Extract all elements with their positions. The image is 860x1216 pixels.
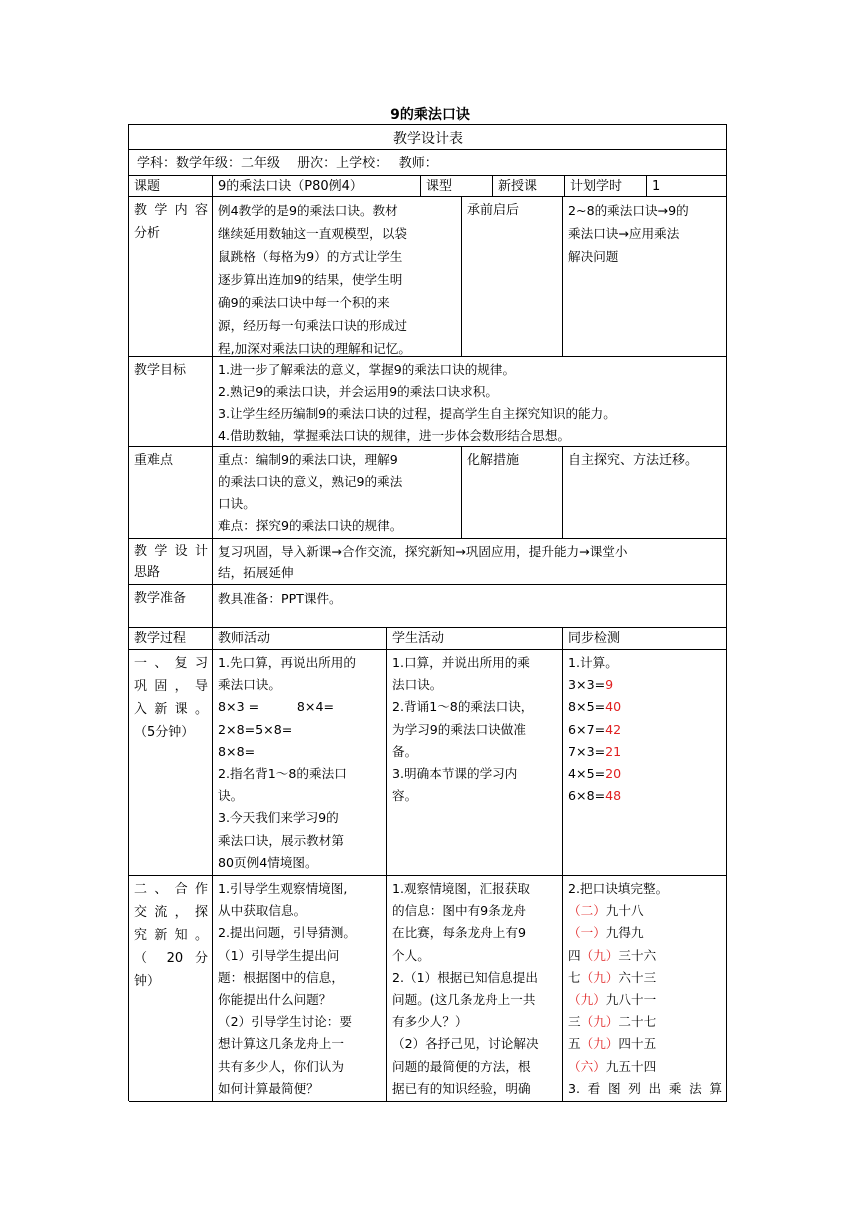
stage1-label-line: （5分钟） <box>134 725 195 740</box>
stage1-teacher-line: 2.指名背1～8的乘法口 <box>218 766 347 782</box>
verse-answer: （九） <box>580 947 619 963</box>
verse-suffix: 九得九 <box>605 925 644 941</box>
check-answer: 20 <box>605 766 622 782</box>
verse-item <box>568 1011 722 1033</box>
verse-answer: （九） <box>580 969 619 985</box>
analysis-line: 例4教学的是9的乘法口诀。教材 <box>218 203 398 218</box>
stage2-label-line: 究新知。 <box>134 928 208 943</box>
verse-answer: （六） <box>568 1058 606 1074</box>
check-question: 6×8= <box>568 788 606 804</box>
verse-suffix: 九八十一 <box>605 992 657 1008</box>
stage2-student-line: 在比赛，每条龙舟上有9 <box>392 925 526 941</box>
process-header-check: 同步检测 <box>563 628 727 650</box>
verse-item <box>568 967 722 989</box>
check-item <box>568 674 722 696</box>
stage2-student-line: 2.（1）根据已知信息提出 <box>392 969 538 985</box>
table-caption: 教学设计表 <box>129 125 727 150</box>
topic-label: 课题 <box>129 176 213 197</box>
key-point-line: 的乘法口诀的意义，熟记9的乘法 <box>218 474 403 489</box>
stage2-teacher-line: 1.引导学生观察情境图, <box>218 881 348 896</box>
objective-item: 1.进一步了解乘法的意义，掌握9的乘法口诀的规律。 <box>218 362 516 377</box>
stage2-teacher-line: （1）引导学生提出问 <box>218 947 340 963</box>
check-answer: 48 <box>605 788 622 804</box>
key-point-line: 口诀。 <box>218 496 256 511</box>
verse-answer: （九） <box>580 1036 619 1052</box>
verse-prefix: 四 <box>568 947 581 963</box>
analysis-content <box>213 197 462 357</box>
lesson-type-label: 课型 <box>421 176 493 197</box>
verse-prefix: 七 <box>568 969 581 985</box>
stage2-teacher-line: 2.提出问题，引导猜测。 <box>218 925 356 941</box>
stage2-teacher-line: 题：根据图中的信息， <box>218 969 344 985</box>
analysis-label <box>129 197 213 357</box>
verse-item <box>568 989 722 1011</box>
stage1-student <box>387 650 563 876</box>
analysis-line: 鼠跳格（每格为9）的方式让学生 <box>218 249 403 264</box>
continuity-line: 乘法口诀→应用乘法 <box>568 226 680 241</box>
objectives-label: 教学目标 <box>129 357 213 447</box>
check-item <box>568 696 722 718</box>
stage2-student-line: 的信息：图中有9条龙舟 <box>392 903 526 919</box>
stage2-teacher-line: 共有多少人，你们认为 <box>218 1058 344 1074</box>
check-answer: 21 <box>605 743 622 759</box>
verse-item <box>568 945 722 967</box>
process-header-stage: 教学过程 <box>129 628 213 650</box>
verse-item <box>568 1033 722 1055</box>
check-question: 3×3= <box>568 677 606 693</box>
objective-item: 4.借助数轴，掌握乘法口诀的规律，进一步体会数形结合思想。 <box>218 428 571 443</box>
stage1-label-line: 一、复习 <box>134 656 208 671</box>
key-point-line: 难点：探究9的乘法口诀的规律。 <box>218 518 403 533</box>
check-question: 8×5= <box>568 699 606 715</box>
stage2-teacher-line: 想计算这几条龙舟上一 <box>218 1036 344 1052</box>
stage2-label-line: （ 20 分 <box>134 951 208 966</box>
analysis-line: 逐步算出连加9的结果，使学生明 <box>218 272 403 287</box>
prep-content: 教具准备：PPT课件。 <box>213 585 727 628</box>
objective-item: 2.熟记9的乘法口诀，并会运用9的乘法口诀求积。 <box>218 384 498 399</box>
stage1-teacher-line: 3.今天我们来学习9的 <box>218 810 339 826</box>
stage2-teacher <box>213 876 387 1102</box>
stage2-student-line: 个人。 <box>392 947 430 963</box>
planned-hours-label: 计划学时 <box>565 176 647 197</box>
key-point-line: 重点：编制9的乘法口诀，理解9 <box>218 452 398 467</box>
check-item <box>568 741 722 763</box>
stage1-teacher <box>213 650 387 876</box>
planned-hours-value: 1 <box>647 176 727 197</box>
stage1-student-line: 2.背诵1～8的乘法口诀， <box>392 699 534 715</box>
stage1-student-line: 备。 <box>392 743 418 759</box>
verse-suffix: 三十六 <box>618 947 657 963</box>
stage1-teacher-line: 乘法口诀，展示教材第 <box>218 832 344 848</box>
table-grid <box>128 124 727 1101</box>
check-question: 6×7= <box>568 721 606 737</box>
stage1-teacher-line: 8×3 = 8×4= <box>218 699 335 715</box>
stage2-check-next: 3.看图列出乘法算 <box>568 1080 722 1096</box>
stage1-label <box>129 650 213 876</box>
verse-prefix: 五 <box>568 1036 581 1052</box>
design-label <box>129 539 213 585</box>
design-label-line: 教学设计 <box>134 544 208 559</box>
check-question: 4×5= <box>568 766 606 782</box>
verse-suffix: 六十三 <box>618 969 657 985</box>
analysis-line: 继续延用数轴这一直观模型，以袋 <box>218 226 407 241</box>
solution-measures-content: 自主探究、方法迁移。 <box>563 447 727 539</box>
stage1-student-line: 1.口算，并说出所用的乘 <box>392 655 530 670</box>
check-answer: 40 <box>605 699 622 715</box>
stage2-student-line: 有多少人？） <box>392 1014 468 1030</box>
analysis-line: 确9的乘法口诀中每一个积的来 <box>218 295 390 310</box>
meta-line: 学科：数学年级：二年级 册次：上学校： 教师： <box>129 150 727 176</box>
continuity-line: 解决问题 <box>568 249 619 264</box>
stage2-label-line: 二、合作 <box>134 882 208 897</box>
continuity-content <box>563 197 727 357</box>
stage1-teacher-line: 80页例4情境图。 <box>218 854 318 870</box>
verse-answer: （九） <box>580 1014 619 1030</box>
stage2-student-line: （2）各抒己见，讨论解决 <box>392 1036 539 1052</box>
stage2-teacher-line: （2）引导学生讨论：要 <box>218 1014 352 1030</box>
verse-suffix: 九十八 <box>605 903 644 919</box>
stage2-label-line: 交流，探 <box>134 905 208 920</box>
stage2-student-line: 1.观察情境图，汇报获取 <box>392 881 530 896</box>
stage2-check <box>563 876 727 1102</box>
continuity-line: 2~8的乘法口诀→9的 <box>568 203 689 218</box>
solution-measures-label: 化解措施 <box>462 447 563 539</box>
check-item <box>568 719 722 741</box>
check-answer: 42 <box>605 721 622 737</box>
verse-item <box>568 900 722 922</box>
analysis-line: 源，经历每一句乘法口诀的形成过 <box>218 318 407 333</box>
verse-item <box>568 1056 722 1078</box>
key-points-label: 重难点 <box>129 447 213 539</box>
stage2-teacher-line: 你能提出什么问题？ <box>218 992 332 1008</box>
lesson-type-value: 新授课 <box>493 176 565 197</box>
stage2-student-line: 问题。(这几条龙舟上一共 <box>392 992 536 1008</box>
check-item <box>568 785 722 807</box>
verse-suffix: 二十七 <box>618 1014 657 1030</box>
stage1-label-line: 入新课。 <box>134 702 208 717</box>
stage1-label-line: 巩固，导 <box>134 679 208 694</box>
analysis-label-line: 分析 <box>134 226 161 241</box>
key-points-content <box>213 447 462 539</box>
stage1-student-line: 法口诀。 <box>392 677 443 693</box>
design-line: 复习巩固，导入新课→合作交流，探究新知→巩固应用，提升能力→课堂小 <box>218 544 628 559</box>
stage1-teacher-line: 乘法口诀。 <box>218 677 281 693</box>
stage1-student-line: 为学习9的乘法口诀做准 <box>392 721 526 737</box>
analysis-label-line: 教学内容 <box>134 203 208 218</box>
verse-item <box>568 922 722 944</box>
design-content <box>213 539 727 585</box>
objectives-content <box>213 357 727 447</box>
process-header-student: 学生活动 <box>387 628 563 650</box>
verse-suffix: 四十五 <box>618 1036 657 1052</box>
check-item <box>568 763 722 785</box>
stage2-teacher-line: 如何计算最简便？ <box>218 1080 319 1096</box>
stage1-teacher-line: 8×8= <box>218 743 256 759</box>
stage2-check-title: 2.把口诀填完整。 <box>568 881 669 896</box>
verse-answer: （二） <box>568 903 606 919</box>
document-title: 9的乘法口诀 <box>390 107 470 123</box>
stage1-check-title: 1.计算。 <box>568 655 618 670</box>
stage2-teacher-line: 从中获取信息。 <box>218 903 307 919</box>
stage2-label-line: 钟） <box>134 974 161 989</box>
design-line: 结，拓展延伸 <box>218 565 294 580</box>
check-answer: 9 <box>605 677 614 693</box>
stage1-student-line: 容。 <box>392 788 418 804</box>
prep-label: 教学准备 <box>129 585 213 628</box>
stage1-student-line: 3.明确本节课的学习内 <box>392 766 518 782</box>
analysis-line: 程,加深对乘法口诀的理解和记忆。 <box>218 341 411 356</box>
check-question: 7×3= <box>568 743 606 759</box>
verse-answer: （一） <box>568 925 606 941</box>
stage1-teacher-line: 诀。 <box>218 788 244 804</box>
stage2-student <box>387 876 563 1102</box>
process-header-teacher: 教师活动 <box>213 628 387 650</box>
verse-suffix: 九五十四 <box>605 1058 657 1074</box>
design-label-line: 思路 <box>134 565 161 580</box>
continuity-label: 承前启后 <box>462 197 563 357</box>
stage2-label <box>129 876 213 1102</box>
topic-value: 9的乘法口诀（P80例4） <box>213 176 421 197</box>
stage1-teacher-line: 1.先口算，再说出所用的 <box>218 655 356 670</box>
stage2-student-line: 据已有的知识经验，明确 <box>392 1080 531 1096</box>
stage1-teacher-line: 2×8=5×8= <box>218 721 293 737</box>
stage1-check <box>563 650 727 876</box>
verse-prefix: 三 <box>568 1014 581 1030</box>
verse-answer: （九） <box>568 992 606 1008</box>
objective-item: 3.让学生经历编制9的乘法口诀的过程，提高学生自主探究知识的能力。 <box>218 406 616 421</box>
stage2-student-line: 问题的最简便的方法，根 <box>392 1058 531 1074</box>
